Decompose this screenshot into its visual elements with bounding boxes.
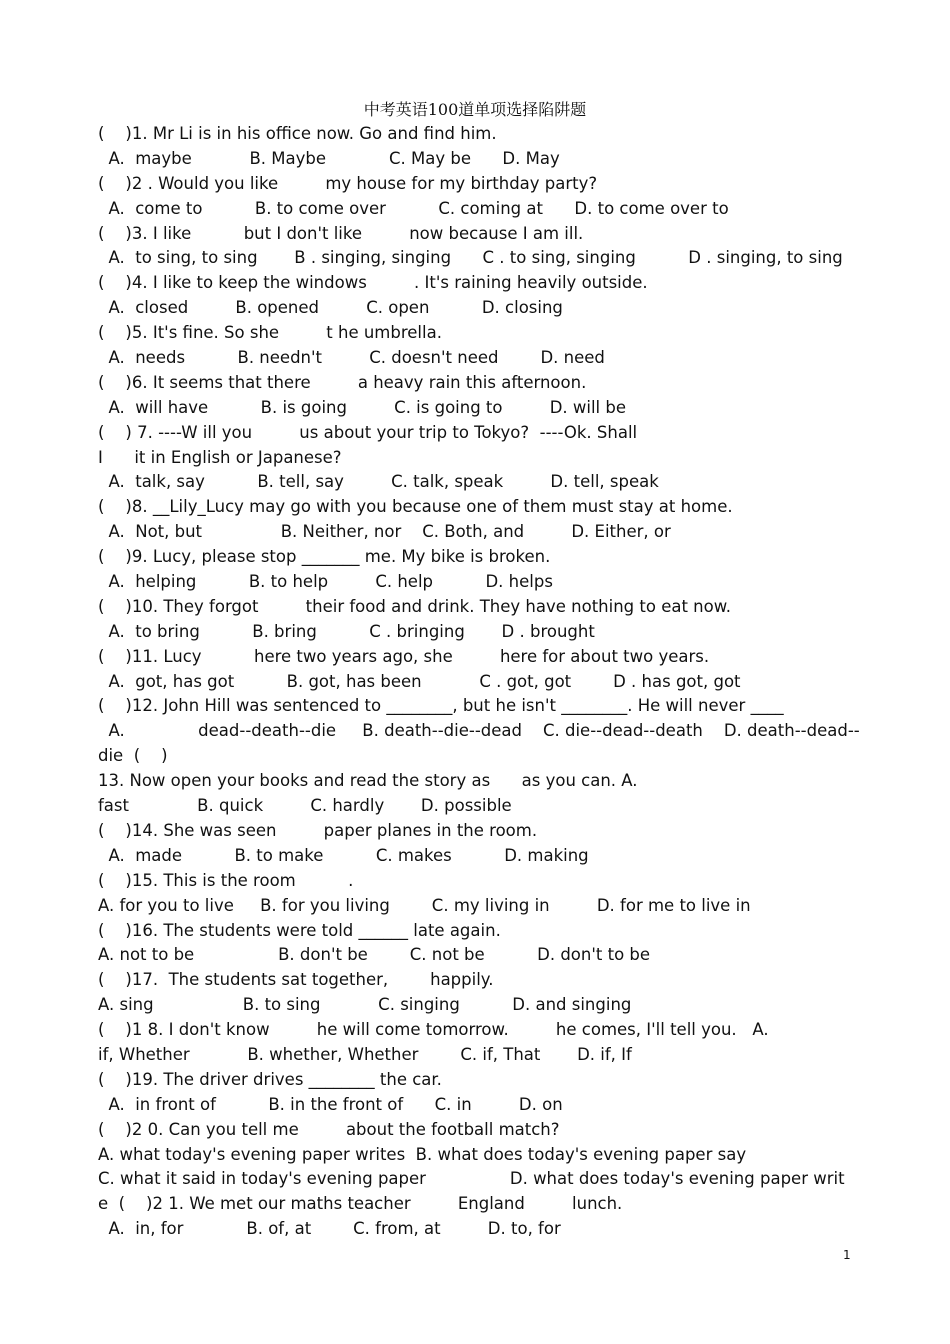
text-line: fast B. quick C. hardly D. possible	[98, 796, 512, 816]
text-line: A. sing B. to sing C. singing D. and singing	[98, 995, 632, 1015]
text-line: ( )14. She was seen paper planes in the room.	[98, 820, 538, 840]
text-line: ( )11. Lucy here two years ago, she here for about two years.	[98, 646, 710, 666]
text-line: 13. Now open your books and read the story as as you can. A.	[98, 771, 638, 791]
text-line: ( )15. This is the room .	[98, 870, 354, 890]
text-line: ( )17. The students sat together, happily.	[98, 970, 494, 990]
text-line: ( )1 8. I don't know he will come tomorrow. he comes, I'll tell you. A.	[98, 1020, 769, 1040]
question-list	[98, 122, 868, 1242]
text-line: die ( )	[98, 746, 168, 766]
text-line: ( )2 . Would you like my house for my birthday party?	[98, 173, 598, 193]
text-line: ( )19. The driver drives ________ the car.	[98, 1069, 442, 1089]
text-line: A. helping B. to help C. help D. helps	[98, 572, 553, 592]
text-line: if, Whether B. whether, Whether C. if, That D. if, If	[98, 1044, 632, 1064]
text-line: A. got, has got B. got, has been C . got, got D . has got, got	[98, 671, 741, 691]
text-line: ( )12. John Hill was sentenced to ________, but he isn't ________. He will never ____	[98, 696, 784, 716]
text-line: A. what today's evening paper writes B. what does today's evening paper say	[98, 1144, 747, 1164]
text-line: A. come to B. to come over C. coming at D. to come over to	[98, 198, 729, 218]
text-line: A. needs B. needn't C. doesn't need D. need	[98, 348, 605, 368]
text-line: ( )8. __Lily_Lucy may go with you because one of them must stay at home.	[98, 497, 733, 517]
text-line: A. to sing, to sing B . singing, singing C . to sing, singing D . singing, to sing	[98, 248, 843, 268]
page-number: 1	[843, 1248, 851, 1262]
text-line: ( )1. Mr Li is in his office now. Go and find him.	[98, 124, 497, 143]
text-line: C. what it said in today's evening paper D. what does today's evening paper writ	[98, 1169, 845, 1189]
text-line: A. closed B. opened C. open D. closing	[98, 298, 563, 318]
text-line: ( )2 0. Can you tell me about the football match?	[98, 1119, 560, 1139]
text-line: A. talk, say B. tell, say C. talk, speak D. tell, speak	[98, 472, 659, 492]
text-line: e ( )2 1. We met our maths teacher England lunch.	[98, 1194, 623, 1214]
text-line: A. made B. to make C. makes D. making	[98, 845, 589, 865]
text-line: A. will have B. is going C. is going to D. will be	[98, 397, 627, 417]
text-line: A. in, for B. of, at C. from, at D. to, for	[98, 1219, 561, 1239]
text-line: A. in front of B. in the front of C. in D. on	[98, 1094, 563, 1114]
text-line: ( )16. The students were told ______ late again.	[98, 920, 501, 940]
text-line: A. to bring B. bring C . bringing D . brought	[98, 621, 595, 641]
text-line: ( )6. It seems that there a heavy rain this afternoon.	[98, 372, 587, 392]
text-line: A. not to be B. don't be C. not be D. don't to be	[98, 945, 651, 965]
text-line: A. Not, but B. Neither, nor C. Both, and D. Either, or	[98, 522, 671, 542]
text-line: ( )5. It's fine. So she t he umbrella.	[98, 323, 442, 343]
text-line: A. maybe B. Maybe C. May be D. May	[98, 148, 560, 168]
text-line: ( ) 7. ----W ill you us about your trip to Tokyo? ----Ok. Shall	[98, 422, 638, 442]
page-title: 中考英语100道单项选择陷阱题	[363, 100, 587, 119]
text-line: ( )9. Lucy, please stop _______ me. My bike is broken.	[98, 547, 551, 567]
text-line: ( )4. I like to keep the windows . It's raining heavily outside.	[98, 273, 648, 293]
text-line: A. for you to live B. for you living C. my living in D. for me to live in	[98, 895, 751, 915]
text-line: I it in English or Japanese?	[98, 447, 342, 467]
text-line: ( )10. They forgot their food and drink. They have nothing to eat now.	[98, 596, 731, 616]
text-line: A. dead--death--die B. death--die--dead C. die--dead--death D. death--dead--	[98, 721, 860, 741]
text-line: ( )3. I like but I don't like now because I am ill.	[98, 223, 584, 243]
